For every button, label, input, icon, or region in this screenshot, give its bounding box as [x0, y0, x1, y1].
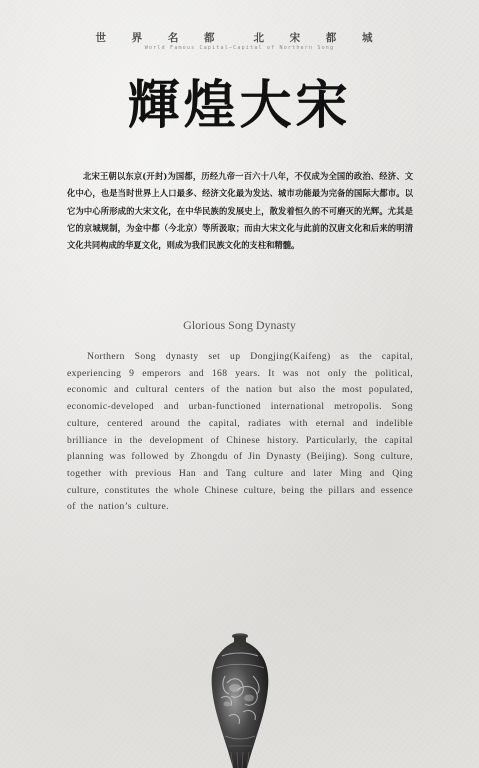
- english-section-title: Glorious Song Dynasty: [183, 318, 296, 332]
- header-english-subtitle: World Famous Capital—Capital of Northern Song: [144, 45, 335, 51]
- vase-body: [212, 642, 269, 768]
- song-dynasty-meiping-vase-icon: [207, 628, 273, 768]
- english-paragraph: Northern Song dynasty set up Dongjing(Kaifeng) as the capital, experiencing 9 emperors and 168 years. It was not only the political, economic and cultural centers of the nation but also the most populated, economic-developed and urban-functioned international metropolis. Song culture, centered around the capital, radiates with eternal and indelible brilliance in the development of Chinese history. Particularly, the capital planning was followed by Zhongdu of Jin Dynasty (Beijing). Song culture, together with previous Han and Tang culture and later Ming and Qing culture, constitutes the whole Chinese culture, being the pillars and essence of the nation’s culture.: [67, 351, 413, 513]
- header-chinese-subtitle: [0, 30, 479, 45]
- header-left-text: 世 界 名 都: [95, 32, 226, 44]
- chinese-paragraph: 北宋王朝以东京(开封)为国都，历经九帝一百六十八年，不仅成为全国的政治、经济、文化中心，也是当时世界上人口最多、经济文化最为发达、城市功能最为完备的国际大都市。以它为中心所形成的大宋文化，在中华民族的发展史上，散发着恒久的不可磨灭的光辉。尤其是它的京城规制，为金中都（今北京）等所汲取；而由大宋文化与此前的汉唐文化和后来的明清文化共同构成的华夏文化，则成为我们民族文化的支柱和精髓。: [67, 171, 413, 251]
- header-right-text: 北 宋 都 城: [253, 32, 384, 44]
- vase-neck: [234, 636, 246, 642]
- page-title: 輝煌大宋: [127, 75, 352, 136]
